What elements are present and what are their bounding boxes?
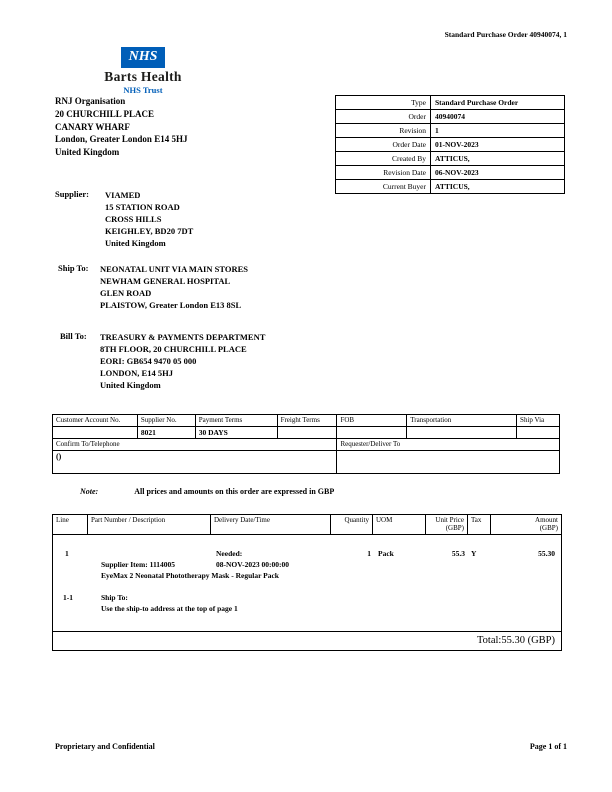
order-info-row [336, 166, 565, 180]
order-info-value: 01-NOV-2023 [431, 138, 565, 152]
supplier-item-number: Supplier Item: 1114005 [101, 560, 176, 569]
total-value: 55.30 (GBP) [501, 635, 555, 646]
line-uom: Pack [378, 549, 394, 558]
logo-organisation-name: Barts Health [104, 69, 182, 84]
sub-line-number: 1-1 [63, 593, 73, 602]
requester-value [337, 451, 560, 474]
ship-to-address-line: NEONATAL UNIT VIA MAIN STORES [100, 264, 249, 274]
confirm-header-row [53, 439, 560, 451]
note-line [80, 487, 334, 496]
bill-to-address-line: United Kingdom [100, 380, 161, 390]
order-info-row [336, 96, 565, 110]
order-info-label: Created By [336, 152, 431, 166]
order-info-table [335, 95, 565, 194]
confirm-to-value: () [53, 451, 337, 474]
order-info-value: ATTICUS, [431, 180, 565, 194]
order-info-label: Revision Date [336, 166, 431, 180]
order-total-row [53, 631, 561, 650]
order-info-label: Order [336, 110, 431, 124]
buyer-address-line: 20 CHURCHILL PLACE [55, 108, 155, 119]
order-info-value: 1 [431, 124, 565, 138]
line-item-row [53, 535, 561, 631]
nhs-logo-icon [121, 47, 166, 68]
col-header-line: Line [53, 515, 88, 534]
needed-label: Needed: [216, 549, 243, 558]
nhs-logo-text: NHS [128, 49, 158, 64]
nhs-barts-health-logo [85, 47, 201, 95]
terms-header: Supplier No. [137, 415, 195, 427]
col-header-unit-price: Unit Price (GBP) [426, 515, 468, 534]
ship-to-label: Ship To: [58, 263, 89, 273]
terms-table [52, 414, 560, 474]
terms-value-row [53, 427, 560, 439]
terms-header: Freight Terms [277, 415, 337, 427]
ship-to-address-line: NEWHAM GENERAL HOSPITAL [100, 276, 231, 286]
supplier-no-value: 8021 [137, 427, 195, 439]
terms-header: Ship Via [517, 415, 560, 427]
order-info-row [336, 110, 565, 124]
bill-to-address-line: TREASURY & PAYMENTS DEPARTMENT [100, 332, 266, 342]
order-info-label: Revision [336, 124, 431, 138]
terms-header: FOB [337, 415, 407, 427]
note-text: All prices and amounts on this order are expressed in GBP [134, 487, 335, 496]
footer-confidential-text: Proprietary and Confidential [55, 742, 155, 751]
supplier-address-line: VIAMED [105, 190, 141, 200]
order-info-row [336, 152, 565, 166]
supplier-address-line: 15 STATION ROAD [105, 202, 180, 212]
requester-header: Requester/Deliver To [337, 439, 560, 451]
footer-page-number: Page 1 of 1 [529, 742, 567, 751]
line-quantity: 1 [367, 549, 371, 558]
order-info-value: 06-NOV-2023 [431, 166, 565, 180]
total-label: Total: [476, 635, 502, 646]
terms-header: Transportation [407, 415, 517, 427]
supplier-address-block [105, 189, 193, 249]
order-info-row [336, 124, 565, 138]
terms-header-row [53, 415, 560, 427]
line-items-table [52, 514, 562, 651]
line-ship-to-text: Use the ship-to address at the top of page 1 [101, 604, 238, 613]
line-unit-price: 55.3 [451, 549, 465, 558]
order-info-label: Order Date [336, 138, 431, 152]
supplier-label: Supplier: [55, 189, 90, 199]
order-info-value: Standard Purchase Order [431, 96, 565, 110]
transportation-value [407, 427, 517, 439]
buyer-address-block [55, 95, 187, 159]
supplier-address-line: United Kingdom [105, 238, 166, 248]
customer-account-no-value [53, 427, 138, 439]
terms-header: Payment Terms [195, 415, 277, 427]
item-description: EyeMax 2 Neonatal Phototherapy Mask - Regular Pack [101, 571, 279, 580]
line-number: 1 [65, 549, 69, 558]
order-info-row [336, 180, 565, 194]
buyer-address-line: United Kingdom [55, 147, 120, 158]
bill-to-address-line: 8TH FLOOR, 20 CHURCHILL PLACE [100, 344, 247, 354]
line-amount: 55.30 [538, 549, 555, 558]
delivery-date-time: 08-NOV-2023 00:00:00 [216, 560, 289, 569]
payment-terms-value: 30 DAYS [195, 427, 277, 439]
bill-to-address-line: EORI: GB654 9470 05 000 [100, 356, 197, 366]
ship-to-address-block [100, 263, 248, 311]
freight-terms-value [277, 427, 337, 439]
confirm-to-header: Confirm To/Telephone [53, 439, 337, 451]
document-reference: Standard Purchase Order 40940074, 1 [444, 30, 567, 39]
buyer-address-line: London, Greater London E14 5HJ [55, 134, 188, 145]
bill-to-label: Bill To: [60, 331, 87, 341]
ship-via-value [517, 427, 560, 439]
order-info-label: Current Buyer [336, 180, 431, 194]
ship-to-address-line: PLAISTOW, Greater London E13 8SL [100, 300, 242, 310]
line-items-header-row [53, 515, 561, 535]
logo-trust-name: NHS Trust [123, 85, 163, 95]
col-header-delivery-date: Delivery Date/Time [211, 515, 331, 534]
col-header-amount: Amount (GBP) [535, 516, 558, 532]
bill-to-address-block [100, 331, 265, 391]
col-header-uom: UOM [373, 515, 426, 534]
note-label: Note: [80, 487, 99, 496]
order-info-label: Type [336, 96, 431, 110]
line-tax-flag: Y [471, 549, 477, 558]
order-info-value: 40940074 [431, 110, 565, 124]
bill-to-address-line: LONDON, E14 5HJ [100, 368, 173, 378]
confirm-value-row [53, 451, 560, 474]
ship-to-address-line: GLEN ROAD [100, 288, 152, 298]
buyer-address-line: RNJ Organisation [55, 96, 126, 106]
line-ship-to-label: Ship To: [101, 593, 128, 602]
col-header-quantity: Quantity [331, 515, 373, 534]
supplier-address-line: KEIGHLEY, BD20 7DT [105, 226, 194, 236]
terms-header: Customer Account No. [53, 415, 138, 427]
col-header-part-number: Part Number / Description [88, 515, 211, 534]
fob-value [337, 427, 407, 439]
order-info-value: ATTICUS, [431, 152, 565, 166]
supplier-address-line: CROSS HILLS [105, 214, 162, 224]
order-info-row [336, 138, 565, 152]
col-header-tax: Tax [468, 515, 491, 534]
buyer-address-line: CANARY WHARF [55, 121, 130, 132]
